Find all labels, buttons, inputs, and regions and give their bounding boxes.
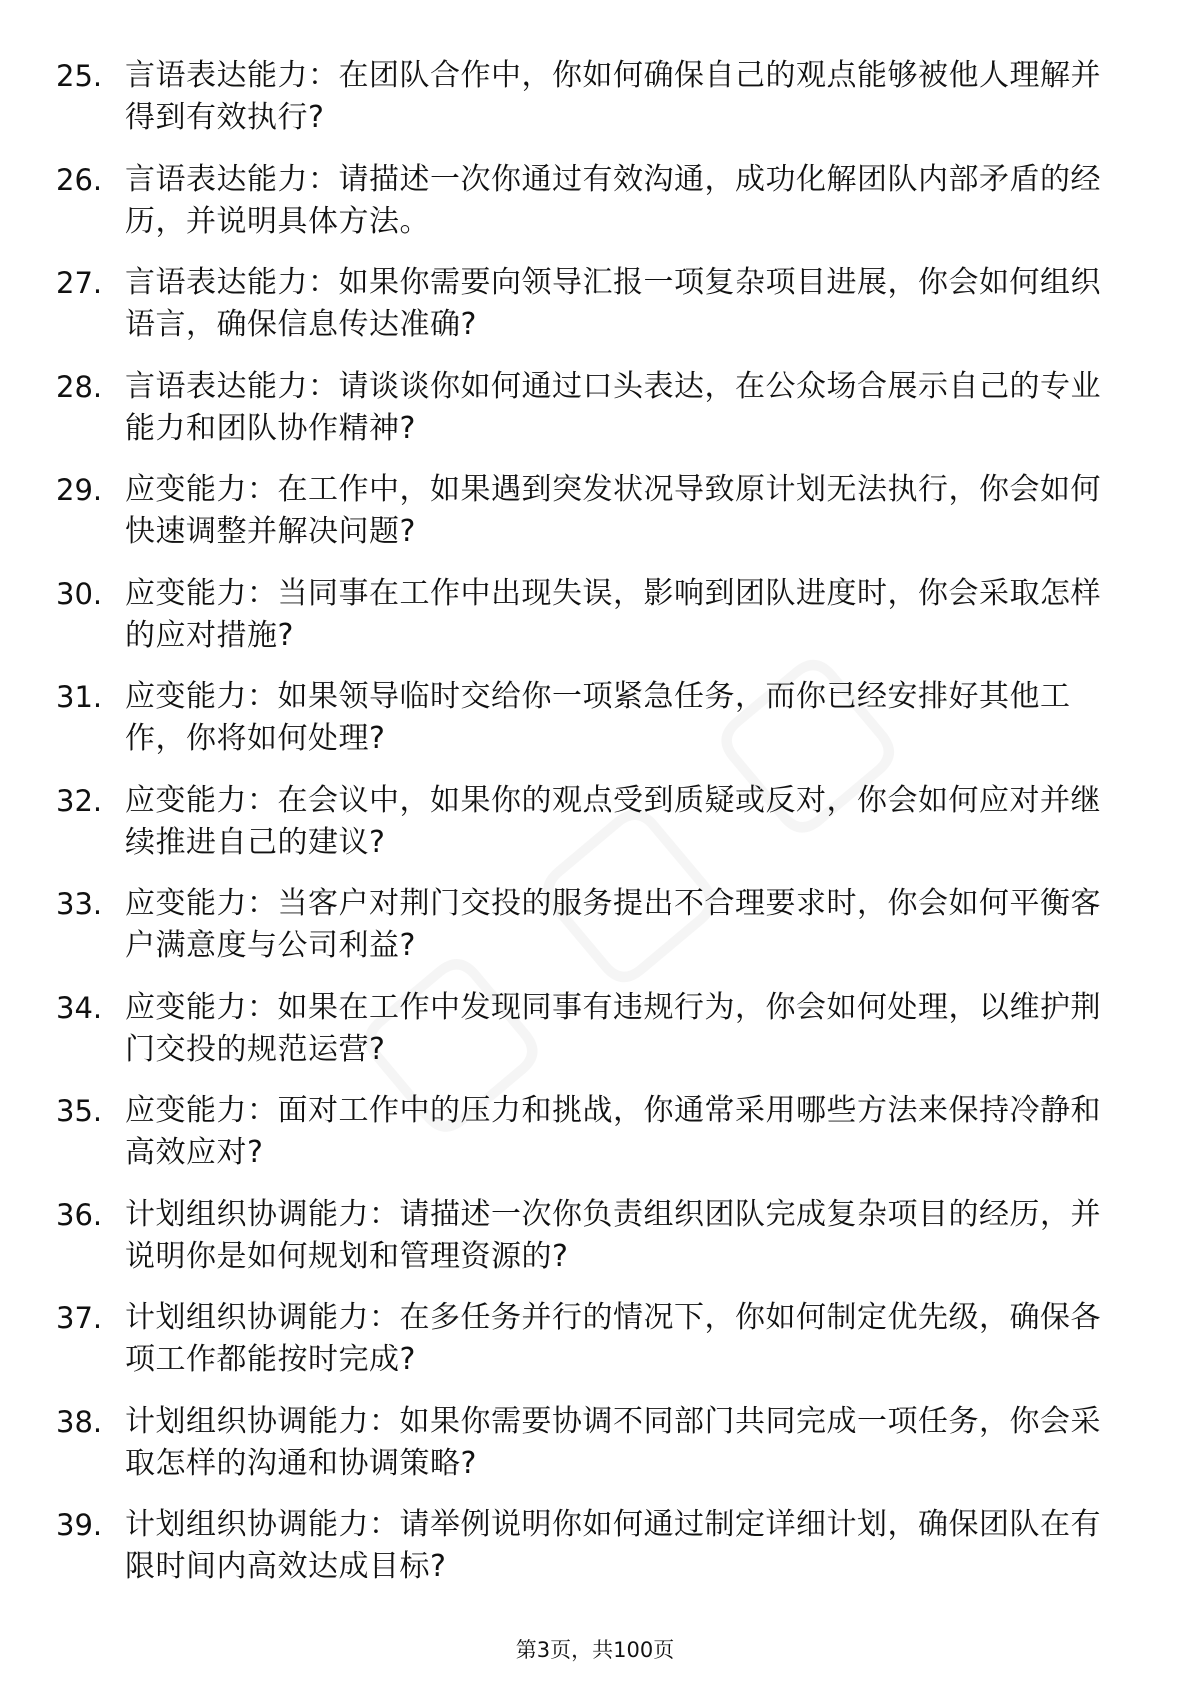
- question-item: [56, 676, 1116, 780]
- question-text: 计划组织协调能力：请描述一次你负责组织团队完成复杂项目的经历，并说明你是如何规划和管理资源的?: [125, 1196, 1101, 1274]
- question-number: 39.: [56, 1508, 103, 1542]
- question-text: 言语表达能力：请描述一次你通过有效沟通，成功化解团队内部矛盾的经历，并说明具体方法。: [125, 161, 1101, 239]
- question-text: 计划组织协调能力：请举例说明你如何通过制定详细计划，确保团队在有限时间内高效达成目标?: [125, 1507, 1101, 1584]
- question-text: 应变能力：如果在工作中发现同事有违规行为，你会如何处理，以维护荆门交投的规范运营?: [125, 989, 1101, 1067]
- question-text: 应变能力：如果领导临时交给你一项紧急任务，而你已经安排好其他工作，你将如何处理?: [125, 679, 1071, 756]
- question-number: 36.: [56, 1197, 103, 1232]
- question-number: 31.: [56, 680, 103, 714]
- page-footer: [0, 1636, 1190, 1664]
- question-number: 35.: [56, 1094, 103, 1128]
- question-number: 32.: [56, 783, 103, 818]
- question-item: [56, 780, 1116, 884]
- question-item: [56, 159, 1116, 263]
- question-item: [56, 55, 1116, 159]
- question-item: [56, 366, 1116, 470]
- question-number: 26.: [56, 162, 103, 197]
- question-item: [56, 987, 1116, 1091]
- question-item: [56, 262, 1116, 366]
- question-item: [56, 883, 1116, 987]
- question-number: 30.: [56, 576, 103, 611]
- question-number: 28.: [56, 369, 103, 404]
- question-number: 29.: [56, 473, 103, 507]
- question-item: [56, 1090, 1116, 1194]
- question-list: [56, 55, 1116, 1608]
- question-text: 计划组织协调能力：在多任务并行的情况下，你如何制定优先级，确保各项工作都能按时完成?: [125, 1300, 1101, 1377]
- question-item: [56, 1401, 1116, 1505]
- page-indicator: 第3页，共100页: [515, 1638, 675, 1662]
- question-text: 应变能力：当客户对荆门交投的服务提出不合理要求时，你会如何平衡客户满意度与公司利益?: [125, 886, 1101, 963]
- question-text: 言语表达能力：如果你需要向领导汇报一项复杂项目进展，你会如何组织语言，确保信息传达准确?: [125, 265, 1101, 342]
- question-number: 37.: [56, 1301, 103, 1335]
- question-text: 应变能力：当同事在工作中出现失误，影响到团队进度时，你会采取怎样的应对措施?: [125, 575, 1101, 653]
- question-text: 应变能力：在会议中，如果你的观点受到质疑或反对，你会如何应对并继续推进自己的建议?: [125, 782, 1101, 860]
- question-item: [56, 1194, 1116, 1298]
- question-text: 言语表达能力：请谈谈你如何通过口头表达，在公众场合展示自己的专业能力和团队协作精神?: [125, 368, 1101, 446]
- question-item: [56, 573, 1116, 677]
- question-number: 25.: [56, 59, 103, 93]
- question-item: [56, 469, 1116, 573]
- question-number: 27.: [56, 266, 103, 300]
- question-item: [56, 1297, 1116, 1401]
- question-number: 33.: [56, 887, 103, 921]
- question-item: [56, 1504, 1116, 1608]
- question-text: 应变能力：在工作中，如果遇到突发状况导致原计划无法执行，你会如何快速调整并解决问题?: [125, 472, 1101, 549]
- question-text: 计划组织协调能力：如果你需要协调不同部门共同完成一项任务，你会采取怎样的沟通和协调策略?: [125, 1403, 1101, 1481]
- question-text: 应变能力：面对工作中的压力和挑战，你通常采用哪些方法来保持冷静和高效应对?: [125, 1093, 1101, 1170]
- question-number: 34.: [56, 990, 103, 1025]
- question-number: 38.: [56, 1404, 103, 1439]
- question-text: 言语表达能力：在团队合作中，你如何确保自己的观点能够被他人理解并得到有效执行?: [125, 58, 1101, 135]
